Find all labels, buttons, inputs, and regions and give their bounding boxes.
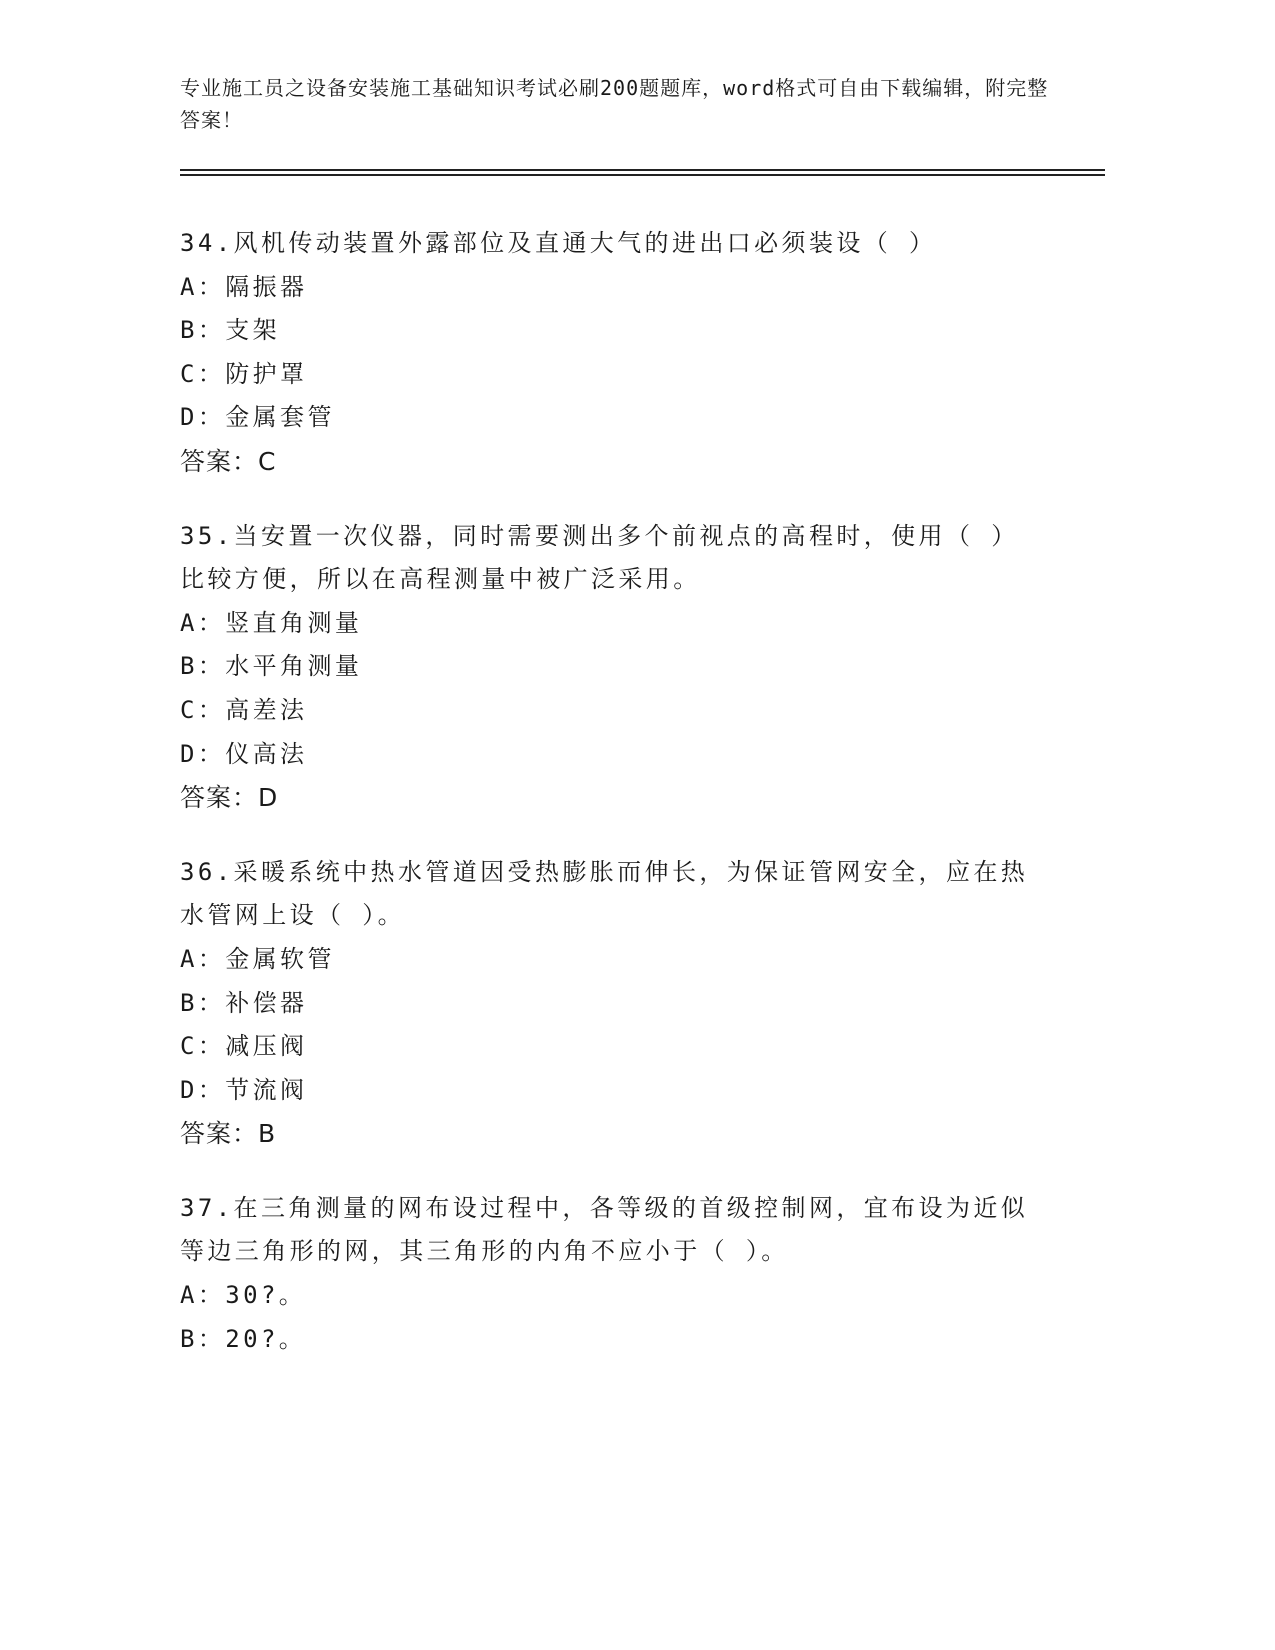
option-b: B：水平角测量 [180,652,363,681]
option-a: A：30?。 [180,1281,307,1310]
option-b: B：支架 [180,316,281,345]
question-text: 35.当安置一次仪器，同时需要测出多个前视点的高程时，使用（ ）比较方便，所以在高程测量中被广泛采用。 [180,521,1019,594]
header-divider-line-double [180,174,1105,176]
question-35 [180,515,1040,820]
option-a: A：金属软管 [180,944,335,973]
question-text: 34.风机传动装置外露部位及直通大气的进出口必须装设（ ） [180,229,937,257]
option-c: C：减压阀 [180,1032,308,1061]
answer-line: 答案：C [180,446,277,476]
option-a: A：竖直角测量 [180,608,363,637]
option-d: D：金属套管 [180,403,335,432]
document-header: 专业施工员之设备安装施工基础知识考试必刷200题题库，word格式可自由下载编辑，附完整答案！ [180,76,1049,132]
answer-line: 答案：B [180,1119,277,1149]
option-b: B：补偿器 [180,988,308,1017]
option-c: C：防护罩 [180,359,308,388]
question-36 [180,851,1040,1156]
answer-line: 答案：D [180,783,279,813]
option-d: D：节流阀 [180,1075,308,1104]
question-text: 36.采暖系统中热水管道因受热膨胀而伸长，为保证管网安全，应在热水管网上设（ ）。 [180,857,1029,930]
question-34 [180,222,1040,484]
question-list [180,222,1040,1392]
option-a: A：隔振器 [180,272,308,301]
header-divider-line [180,169,1105,171]
question-text: 37.在三角测量的网布设过程中，各等级的首级控制网，宜布设为近似等边三角形的网，其三角形的内角不应小于（ ）。 [180,1193,1029,1266]
option-d: D：仪高法 [180,739,308,768]
question-37 [180,1187,1040,1361]
option-c: C：高差法 [180,695,308,724]
option-b: B：20?。 [180,1324,307,1353]
